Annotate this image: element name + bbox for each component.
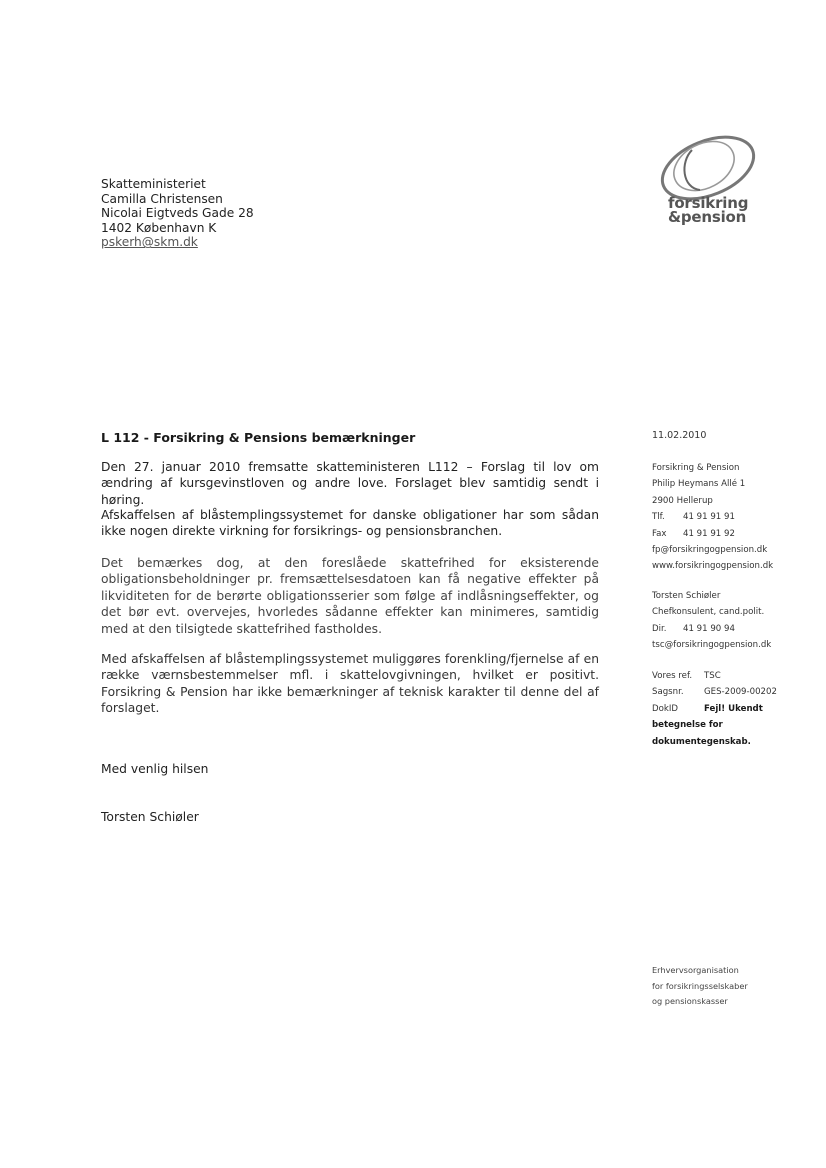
closing-salutation: Med venlig hilsen [101, 762, 209, 776]
recipient-city: 1402 København K [101, 220, 217, 235]
sender-email-link[interactable]: fp@forsikringogpension.dk [652, 545, 768, 556]
dokid-value-line-1: Fejl! Ukendt [704, 703, 763, 714]
sender-phone [652, 509, 773, 525]
sender-company: Forsikring & Pension [652, 463, 740, 473]
fax-value: 41 91 91 92 [683, 528, 735, 539]
footer-line-2: for forsikringsselskaber [652, 980, 748, 991]
direct-label: Dir. [652, 623, 667, 634]
letter-subject: L 112 - Forsikring & Pensions bemærkninger [101, 430, 416, 445]
recipient-email-link[interactable]: pskerh@skm.dk [101, 235, 198, 250]
contact-name: Torsten Schiøler [652, 591, 721, 601]
sender-street: Philip Heymans Allé 1 [652, 479, 746, 490]
contact-direct [652, 621, 771, 637]
dokid-row [652, 701, 777, 717]
phone-label: Tlf. [652, 512, 665, 523]
recipient-street: Nicolai Eigtveds Gade 28 [101, 206, 254, 221]
contact-email-link[interactable]: tsc@forsikringogpension.dk [652, 640, 772, 651]
contact-title: Chefkonsulent, cand.polit. [652, 607, 765, 618]
reference-block [652, 668, 777, 750]
contact-block [652, 588, 771, 654]
body-paragraph-1: Den 27. januar 2010 fremsatte skatteministeren L112 – Forslag til lov om ændring af kursgevinstloven og andre love. Forslaget blev samtidig sendt i høring. [101, 460, 599, 507]
body-paragraph-2: Afskaffelsen af blåstemplingssystemet for danske obligationer har som sådan ikke nogen direkte virkning for forsikrings- og pensionsbranchen. [101, 508, 599, 539]
dokid-value-line-2: betegnelse for [652, 720, 723, 731]
case-number-value: GES-2009-00202 [704, 687, 777, 698]
recipient-name: Camilla Christensen [101, 191, 223, 206]
signer-name: Torsten Schiøler [101, 810, 199, 824]
sender-city: 2900 Hellerup [652, 495, 713, 506]
recipient-address [101, 177, 254, 250]
reference-value: TSC [704, 671, 721, 681]
recipient-org: Skatteministeriet [101, 177, 206, 191]
organisation-footer [652, 963, 748, 1010]
logo-line-1: forsikring [668, 194, 749, 212]
dokid-label: DokID [652, 703, 679, 714]
case-number-label: Sagsnr. [652, 687, 684, 698]
reference-row [652, 668, 777, 684]
direct-value: 41 91 90 94 [683, 623, 735, 634]
phone-value: 41 91 91 91 [683, 512, 735, 523]
reference-label: Vores ref. [652, 671, 693, 681]
body-paragraph-3: Det bemærkes dog, at den foreslåede skattefrihed for eksisterende obligationsbeholdninger pr. fremsættelsesdatoen kan få negative effekter på likviditeten for de berørte obligationsserier som følge af indlåsningseffekter, og det bør evt. overvejes, hvorledes sådanne effekter kan minimeres, samtidig med at den tilsigtede skattefrihed fastholdes. [101, 556, 599, 636]
logo-line-2: &pension [668, 208, 747, 226]
sender-fax [652, 526, 773, 542]
sender-address-block [652, 460, 773, 575]
dokid-value-line-3: dokumentegenskab. [652, 736, 751, 747]
case-number-row [652, 684, 777, 700]
body-paragraph-4: Med afskaffelsen af blåstemplingssystemet muliggøres forenkling/fjernelse af en række værnsbestemmelser mfl. i skattelovgivningen, hvilket er positivt. Forsikring & Pension har ikke bemærkninger af teknisk karakter til denne del af forslaget. [101, 652, 599, 716]
footer-line-1: Erhvervsorganisation [652, 965, 739, 975]
footer-line-3: og pensionskasser [652, 996, 728, 1006]
sender-website-link[interactable]: www.forsikringogpension.dk [652, 561, 774, 572]
company-logo-text [668, 196, 748, 224]
fax-label: Fax [652, 528, 667, 539]
letter-date: 11.02.2010 [652, 430, 707, 441]
